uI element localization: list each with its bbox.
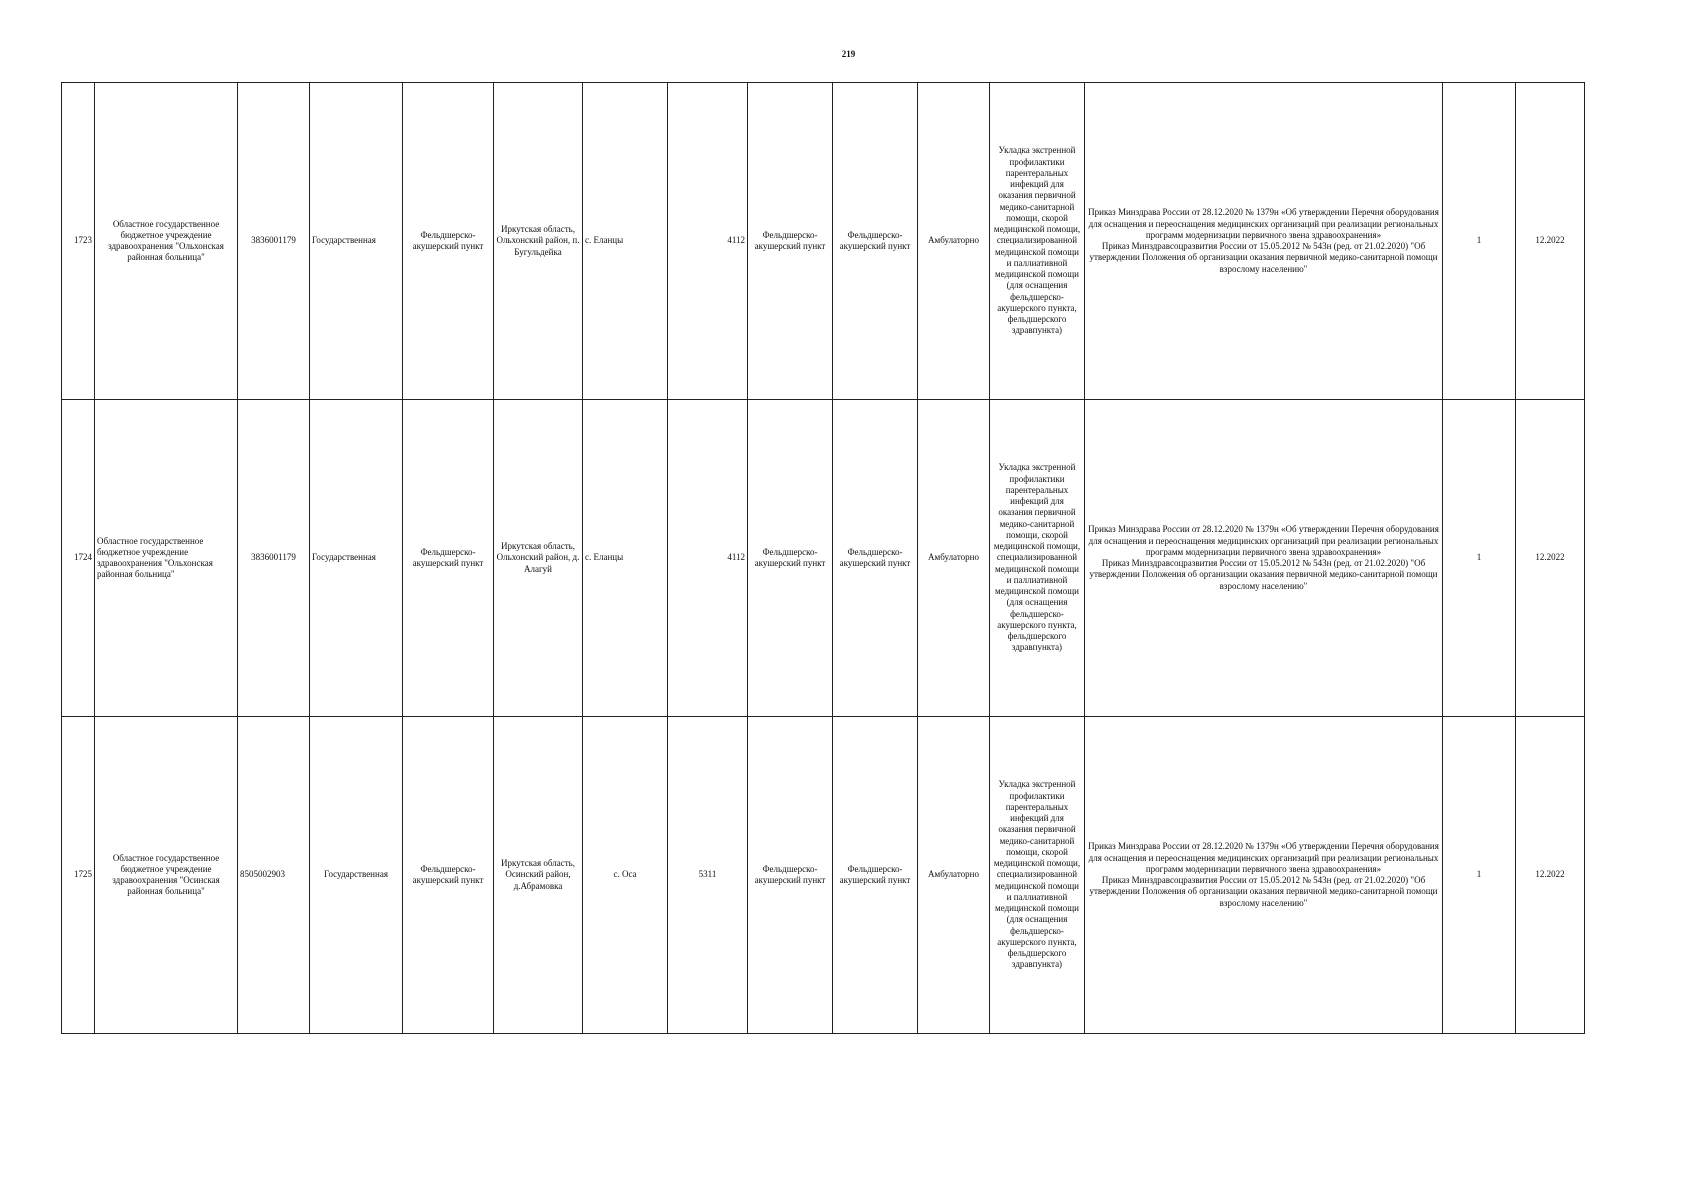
code: 4112 [668, 83, 748, 400]
due-date: 12.2022 [1516, 400, 1585, 717]
due-date: 12.2022 [1516, 83, 1585, 400]
legal-basis [1085, 83, 1443, 400]
quantity: 1 [1443, 83, 1516, 400]
unit-address: Иркутская область, Ольхонский район, п. Бугульдейка [494, 83, 583, 400]
care-form: Амбулаторно [918, 400, 990, 717]
code: 5311 [668, 717, 748, 1034]
row-number: 1724 [62, 400, 95, 717]
organization-name: Областное государственное бюджетное учреждение здравоохранения "Осинская районная больница" [95, 717, 238, 1034]
legal-basis-order-1379n: Приказ Минздрава России от 28.12.2020 № 1379н «Об утверждении Перечня оборудования для оснащения и переоснащения медицинских организаций при реализации региональных программ модернизации первичного звена здравоохранения» [1088, 524, 1439, 557]
equipment-name: Укладка экстренной профилактики парентеральных инфекций для оказания первичной медико-санитарной помощи, скорой медицинской помощи, специализированной медицинской помощи и паллиативной медицинской помощи (для оснащения фельдшерско-акушерского пункта, фельдшерского здравпункта) [990, 717, 1085, 1034]
registry-table [61, 82, 1585, 1034]
row-number: 1723 [62, 83, 95, 400]
unit-address: Иркутская область, Ольхонский район, д. Алагуй [494, 400, 583, 717]
care-form: Амбулаторно [918, 83, 990, 400]
due-date: 12.2022 [1516, 717, 1585, 1034]
table-row [62, 400, 1585, 717]
inn: 8505002903 [238, 717, 310, 1034]
table-row [62, 83, 1585, 400]
page-number: 219 [841, 49, 856, 59]
legal-basis-order-1379n: Приказ Минздрава России от 28.12.2020 № 1379н «Об утверждении Перечня оборудования для оснащения и переоснащения медицинских организаций при реализации региональных программ модернизации первичного звена здравоохранения» [1088, 207, 1439, 240]
unit-name-2: Фельдшерско-акушерский пункт [833, 400, 918, 717]
organization-name: Областное государственное бюджетное учреждение здравоохранения "Ольхонская районная больница" [95, 83, 238, 400]
equipment-name: Укладка экстренной профилактики парентеральных инфекций для оказания первичной медико-санитарной помощи, скорой медицинской помощи, специализированной медицинской помощи и паллиативной медицинской помощи (для оснащения фельдшерско-акушерского пункта, фельдшерского здравпункта) [990, 400, 1085, 717]
organization-name: Областное государственное бюджетное учреждение здравоохранения "Ольхонская районная больница" [95, 400, 238, 717]
legal-basis [1085, 717, 1443, 1034]
inn: 3836001179 [238, 400, 310, 717]
unit-name-2: Фельдшерско-акушерский пункт [833, 83, 918, 400]
care-form: Амбулаторно [918, 717, 990, 1034]
unit-name-1: Фельдшерско-акушерский пункт [748, 400, 833, 717]
legal-basis-order-543n: Приказ Минздравсоцразвития России от 15.05.2012 № 543н (ред. от 21.02.2020) "Об утверждении Положения об организации оказания первичной медико-санитарной помощи взрослому населению" [1089, 558, 1438, 591]
equipment-name: Укладка экстренной профилактики парентеральных инфекций для оказания первичной медико-санитарной помощи, скорой медицинской помощи, специализированной медицинской помощи и паллиативной медицинской помощи (для оснащения фельдшерско-акушерского пункта, фельдшерского здравпункта) [990, 83, 1085, 400]
legal-basis-order-543n: Приказ Минздравсоцразвития России от 15.05.2012 № 543н (ред. от 21.02.2020) "Об утверждении Положения об организации оказания первичной медико-санитарной помощи взрослому населению" [1089, 875, 1438, 908]
ownership-form: Государственная [310, 717, 403, 1034]
code: 4112 [668, 400, 748, 717]
unit-name-1: Фельдшерско-акушерский пункт [748, 717, 833, 1034]
quantity: 1 [1443, 717, 1516, 1034]
inn: 3836001179 [238, 83, 310, 400]
legal-basis [1085, 400, 1443, 717]
quantity: 1 [1443, 400, 1516, 717]
settlement: с. Еланцы [583, 83, 668, 400]
legal-basis-order-1379n: Приказ Минздрава России от 28.12.2020 № 1379н «Об утверждении Перечня оборудования для оснащения и переоснащения медицинских организаций при реализации региональных программ модернизации первичного звена здравоохранения» [1088, 841, 1439, 874]
ownership-form: Государственная [310, 83, 403, 400]
row-number: 1725 [62, 717, 95, 1034]
unit-type: Фельдшерско-акушерский пункт [403, 717, 494, 1034]
unit-name-2: Фельдшерско-акушерский пункт [833, 717, 918, 1034]
unit-name-1: Фельдшерско-акушерский пункт [748, 83, 833, 400]
unit-type: Фельдшерско-акушерский пункт [403, 400, 494, 717]
unit-type: Фельдшерско-акушерский пункт [403, 83, 494, 400]
unit-address: Иркутская область, Осинский район, д.Абрамовка [494, 717, 583, 1034]
settlement: с. Еланцы [583, 400, 668, 717]
ownership-form: Государственная [310, 400, 403, 717]
legal-basis-order-543n: Приказ Минздравсоцразвития России от 15.05.2012 № 543н (ред. от 21.02.2020) "Об утверждении Положения об организации оказания первичной медико-санитарной помощи взрослому населению" [1089, 241, 1438, 274]
table-row [62, 717, 1585, 1034]
settlement: с. Оса [583, 717, 668, 1034]
